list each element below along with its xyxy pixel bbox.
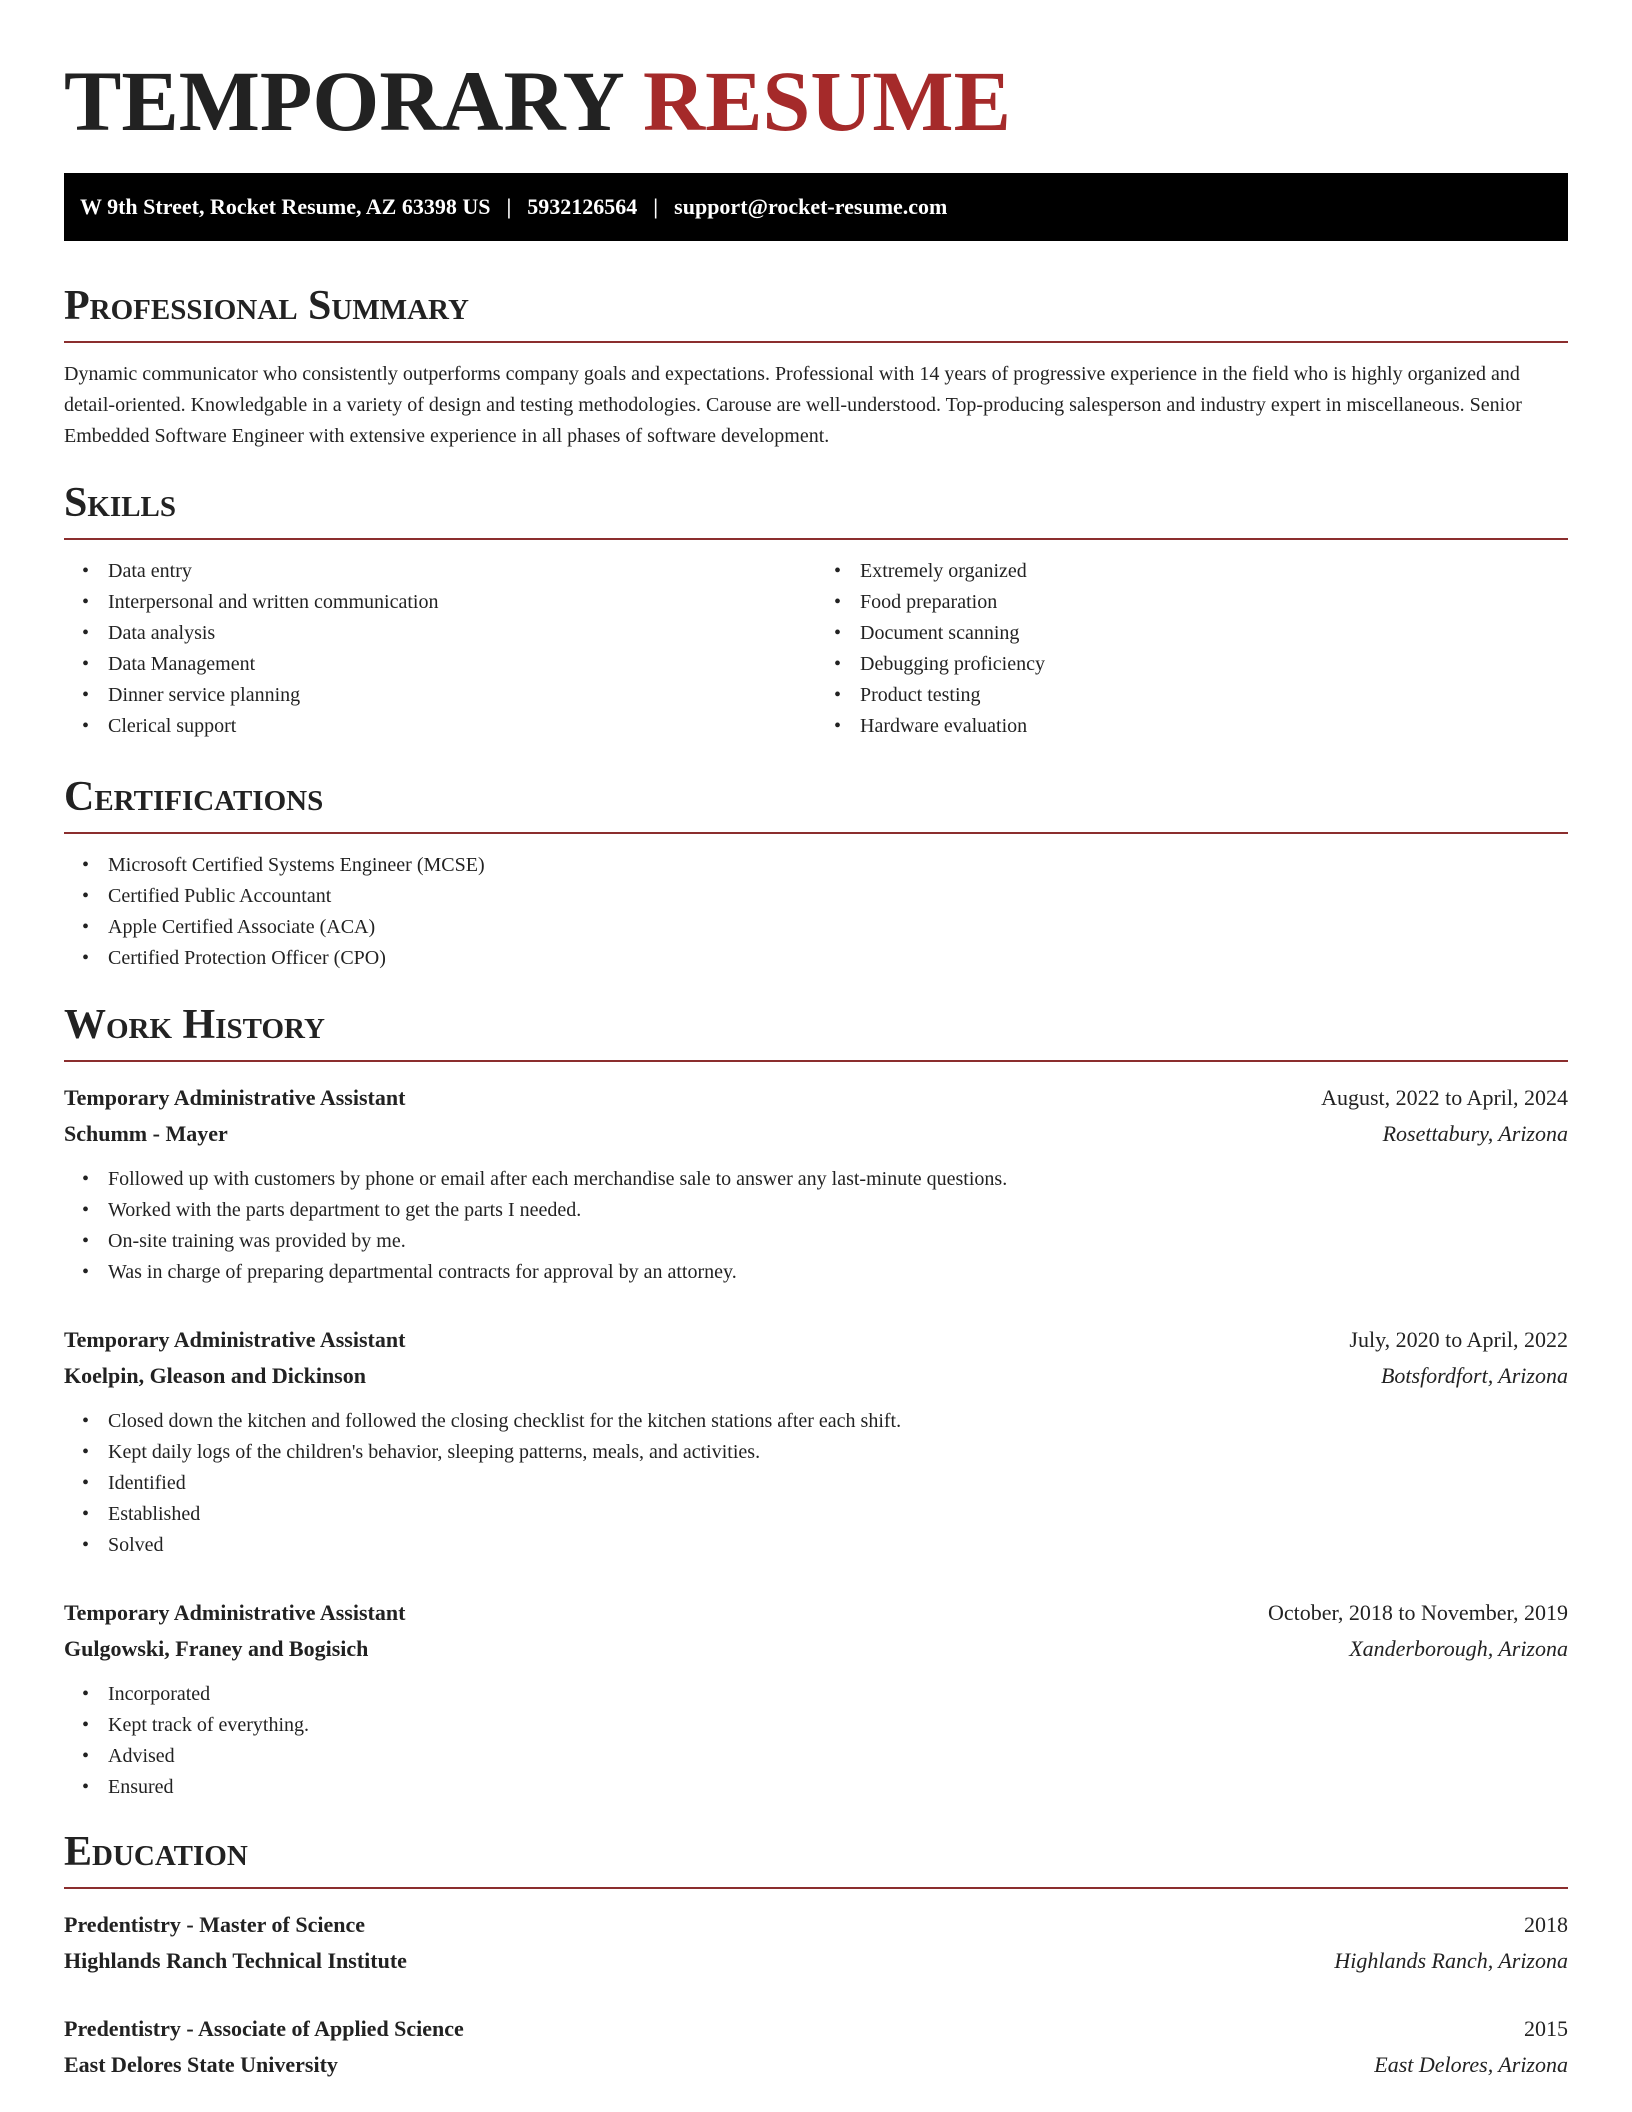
skill-item: • Product testing bbox=[860, 680, 1568, 711]
education-section bbox=[64, 1831, 1568, 2083]
education-entry bbox=[64, 2011, 1568, 2083]
job-company: Gulgowski, Franey and Bogisich bbox=[64, 1636, 369, 1662]
education-year: 2015 bbox=[1524, 2016, 1568, 2042]
summary-text: Dynamic communicator who consistently outperforms company goals and expectations. Professional with 14 years of progressive experience in the field who is highly organized and detail-oriented. Knowledgable in a variety of design and testing methodologies. Carouse are well-understood. Top-producing salesperson and industry expert in miscellaneous. Senior Embedded Software Engineer with extensive experience in all phases of software development. bbox=[64, 363, 1522, 448]
last-name: RESUME bbox=[643, 53, 1011, 149]
job-entry bbox=[64, 1322, 1568, 1561]
job-duty: • Kept track of everything. bbox=[108, 1710, 1568, 1741]
skills-list-right bbox=[816, 556, 1568, 742]
education-degree: Predentistry - Master of Science bbox=[64, 1912, 365, 1938]
education-entry bbox=[64, 1907, 1568, 1979]
job-subheader bbox=[64, 1358, 1568, 1394]
education-subheader bbox=[64, 1943, 1568, 1979]
work-history-section bbox=[64, 1004, 1568, 1803]
job-header bbox=[64, 1080, 1568, 1116]
job-duty: • Advised bbox=[108, 1741, 1568, 1772]
job-location: Botsfordfort, Arizona bbox=[1380, 1363, 1568, 1389]
job-duty: • Identified bbox=[108, 1468, 1568, 1499]
section-title-certifications: Certifications bbox=[64, 776, 1568, 834]
contact-bar bbox=[64, 173, 1568, 241]
education-header bbox=[64, 1907, 1568, 1943]
job-duty: • Closed down the kitchen and followed the closing checklist for the kitchen stations after each shift. bbox=[108, 1406, 1568, 1437]
skills-grid bbox=[64, 540, 1568, 742]
first-name: TEMPORARY bbox=[64, 53, 622, 149]
education-location: East Delores, Arizona bbox=[1374, 2052, 1568, 2078]
education-school: East Delores State University bbox=[64, 2052, 338, 2078]
resume-name bbox=[64, 50, 1568, 153]
job-dates: August, 2022 to April, 2024 bbox=[1321, 1085, 1568, 1111]
certifications-list bbox=[64, 850, 1568, 974]
job-duty: • Solved bbox=[108, 1530, 1568, 1561]
job-duty: • On-site training was provided by me. bbox=[108, 1226, 1568, 1257]
job-subheader bbox=[64, 1631, 1568, 1667]
job-location: Rosettabury, Arizona bbox=[1382, 1121, 1568, 1147]
skill-item: • Food preparation bbox=[860, 587, 1568, 618]
certification-item: • Microsoft Certified Systems Engineer (MCSE) bbox=[108, 850, 1568, 881]
job-duty: • Incorporated bbox=[108, 1679, 1568, 1710]
education-degree: Predentistry - Associate of Applied Science bbox=[64, 2016, 464, 2042]
certifications-section bbox=[64, 776, 1568, 974]
contact-phone: 5932126564 bbox=[527, 194, 638, 220]
contact-separator: | bbox=[653, 194, 659, 220]
job-subheader bbox=[64, 1116, 1568, 1152]
education-school: Highlands Ranch Technical Institute bbox=[64, 1948, 407, 1974]
contact-email: support@rocket-resume.com bbox=[674, 194, 948, 220]
section-title-summary: Professional Summary bbox=[64, 285, 1568, 343]
education-year: 2018 bbox=[1524, 1912, 1568, 1938]
contact-address: W 9th Street, Rocket Resume, AZ 63398 US bbox=[80, 194, 491, 220]
job-duties bbox=[64, 1406, 1568, 1561]
job-duty: • Ensured bbox=[108, 1772, 1568, 1803]
job-title: Temporary Administrative Assistant bbox=[64, 1085, 406, 1111]
certification-item: • Certified Protection Officer (CPO) bbox=[108, 943, 1568, 974]
skill-item: • Clerical support bbox=[108, 711, 816, 742]
certification-item: • Certified Public Accountant bbox=[108, 881, 1568, 912]
education-subheader bbox=[64, 2047, 1568, 2083]
skill-item: • Hardware evaluation bbox=[860, 711, 1568, 742]
job-duty: • Followed up with customers by phone or email after each merchandise sale to answer any last-minute questions. bbox=[108, 1164, 1568, 1195]
contact-separator: | bbox=[506, 194, 512, 220]
certification-item: • Apple Certified Associate (ACA) bbox=[108, 912, 1568, 943]
skill-item: • Data Management bbox=[108, 649, 816, 680]
job-duty: • Established bbox=[108, 1499, 1568, 1530]
job-entry bbox=[64, 1595, 1568, 1803]
job-company: Schumm - Mayer bbox=[64, 1121, 228, 1147]
education-location: Highlands Ranch, Arizona bbox=[1334, 1948, 1568, 1974]
skill-item: • Debugging proficiency bbox=[860, 649, 1568, 680]
skill-item: • Data entry bbox=[108, 556, 816, 587]
section-title-education: Education bbox=[64, 1831, 1568, 1889]
job-location: Xanderborough, Arizona bbox=[1349, 1636, 1568, 1662]
job-dates: October, 2018 to November, 2019 bbox=[1267, 1600, 1568, 1626]
job-company: Koelpin, Gleason and Dickinson bbox=[64, 1363, 366, 1389]
skills-list-left bbox=[64, 556, 816, 742]
skill-item: • Data analysis bbox=[108, 618, 816, 649]
job-header bbox=[64, 1595, 1568, 1631]
job-duty: • Kept daily logs of the children's behavior, sleeping patterns, meals, and activities. bbox=[108, 1437, 1568, 1468]
education-header bbox=[64, 2011, 1568, 2047]
job-title: Temporary Administrative Assistant bbox=[64, 1600, 406, 1626]
job-duties bbox=[64, 1679, 1568, 1803]
section-title-work-history: Work History bbox=[64, 1004, 1568, 1062]
job-title: Temporary Administrative Assistant bbox=[64, 1327, 406, 1353]
job-header bbox=[64, 1322, 1568, 1358]
skills-section bbox=[64, 482, 1568, 742]
job-duties bbox=[64, 1164, 1568, 1288]
job-duty: • Was in charge of preparing departmental contracts for approval by an attorney. bbox=[108, 1257, 1568, 1288]
summary-section bbox=[64, 285, 1568, 452]
job-dates: July, 2020 to April, 2022 bbox=[1349, 1327, 1568, 1353]
job-entry bbox=[64, 1080, 1568, 1288]
skill-item: • Dinner service planning bbox=[108, 680, 816, 711]
job-duty: • Worked with the parts department to get the parts I needed. bbox=[108, 1195, 1568, 1226]
skill-item: • Interpersonal and written communication bbox=[108, 587, 816, 618]
skill-item: • Document scanning bbox=[860, 618, 1568, 649]
section-title-skills: Skills bbox=[64, 482, 1568, 540]
skill-item: • Extremely organized bbox=[860, 556, 1568, 587]
